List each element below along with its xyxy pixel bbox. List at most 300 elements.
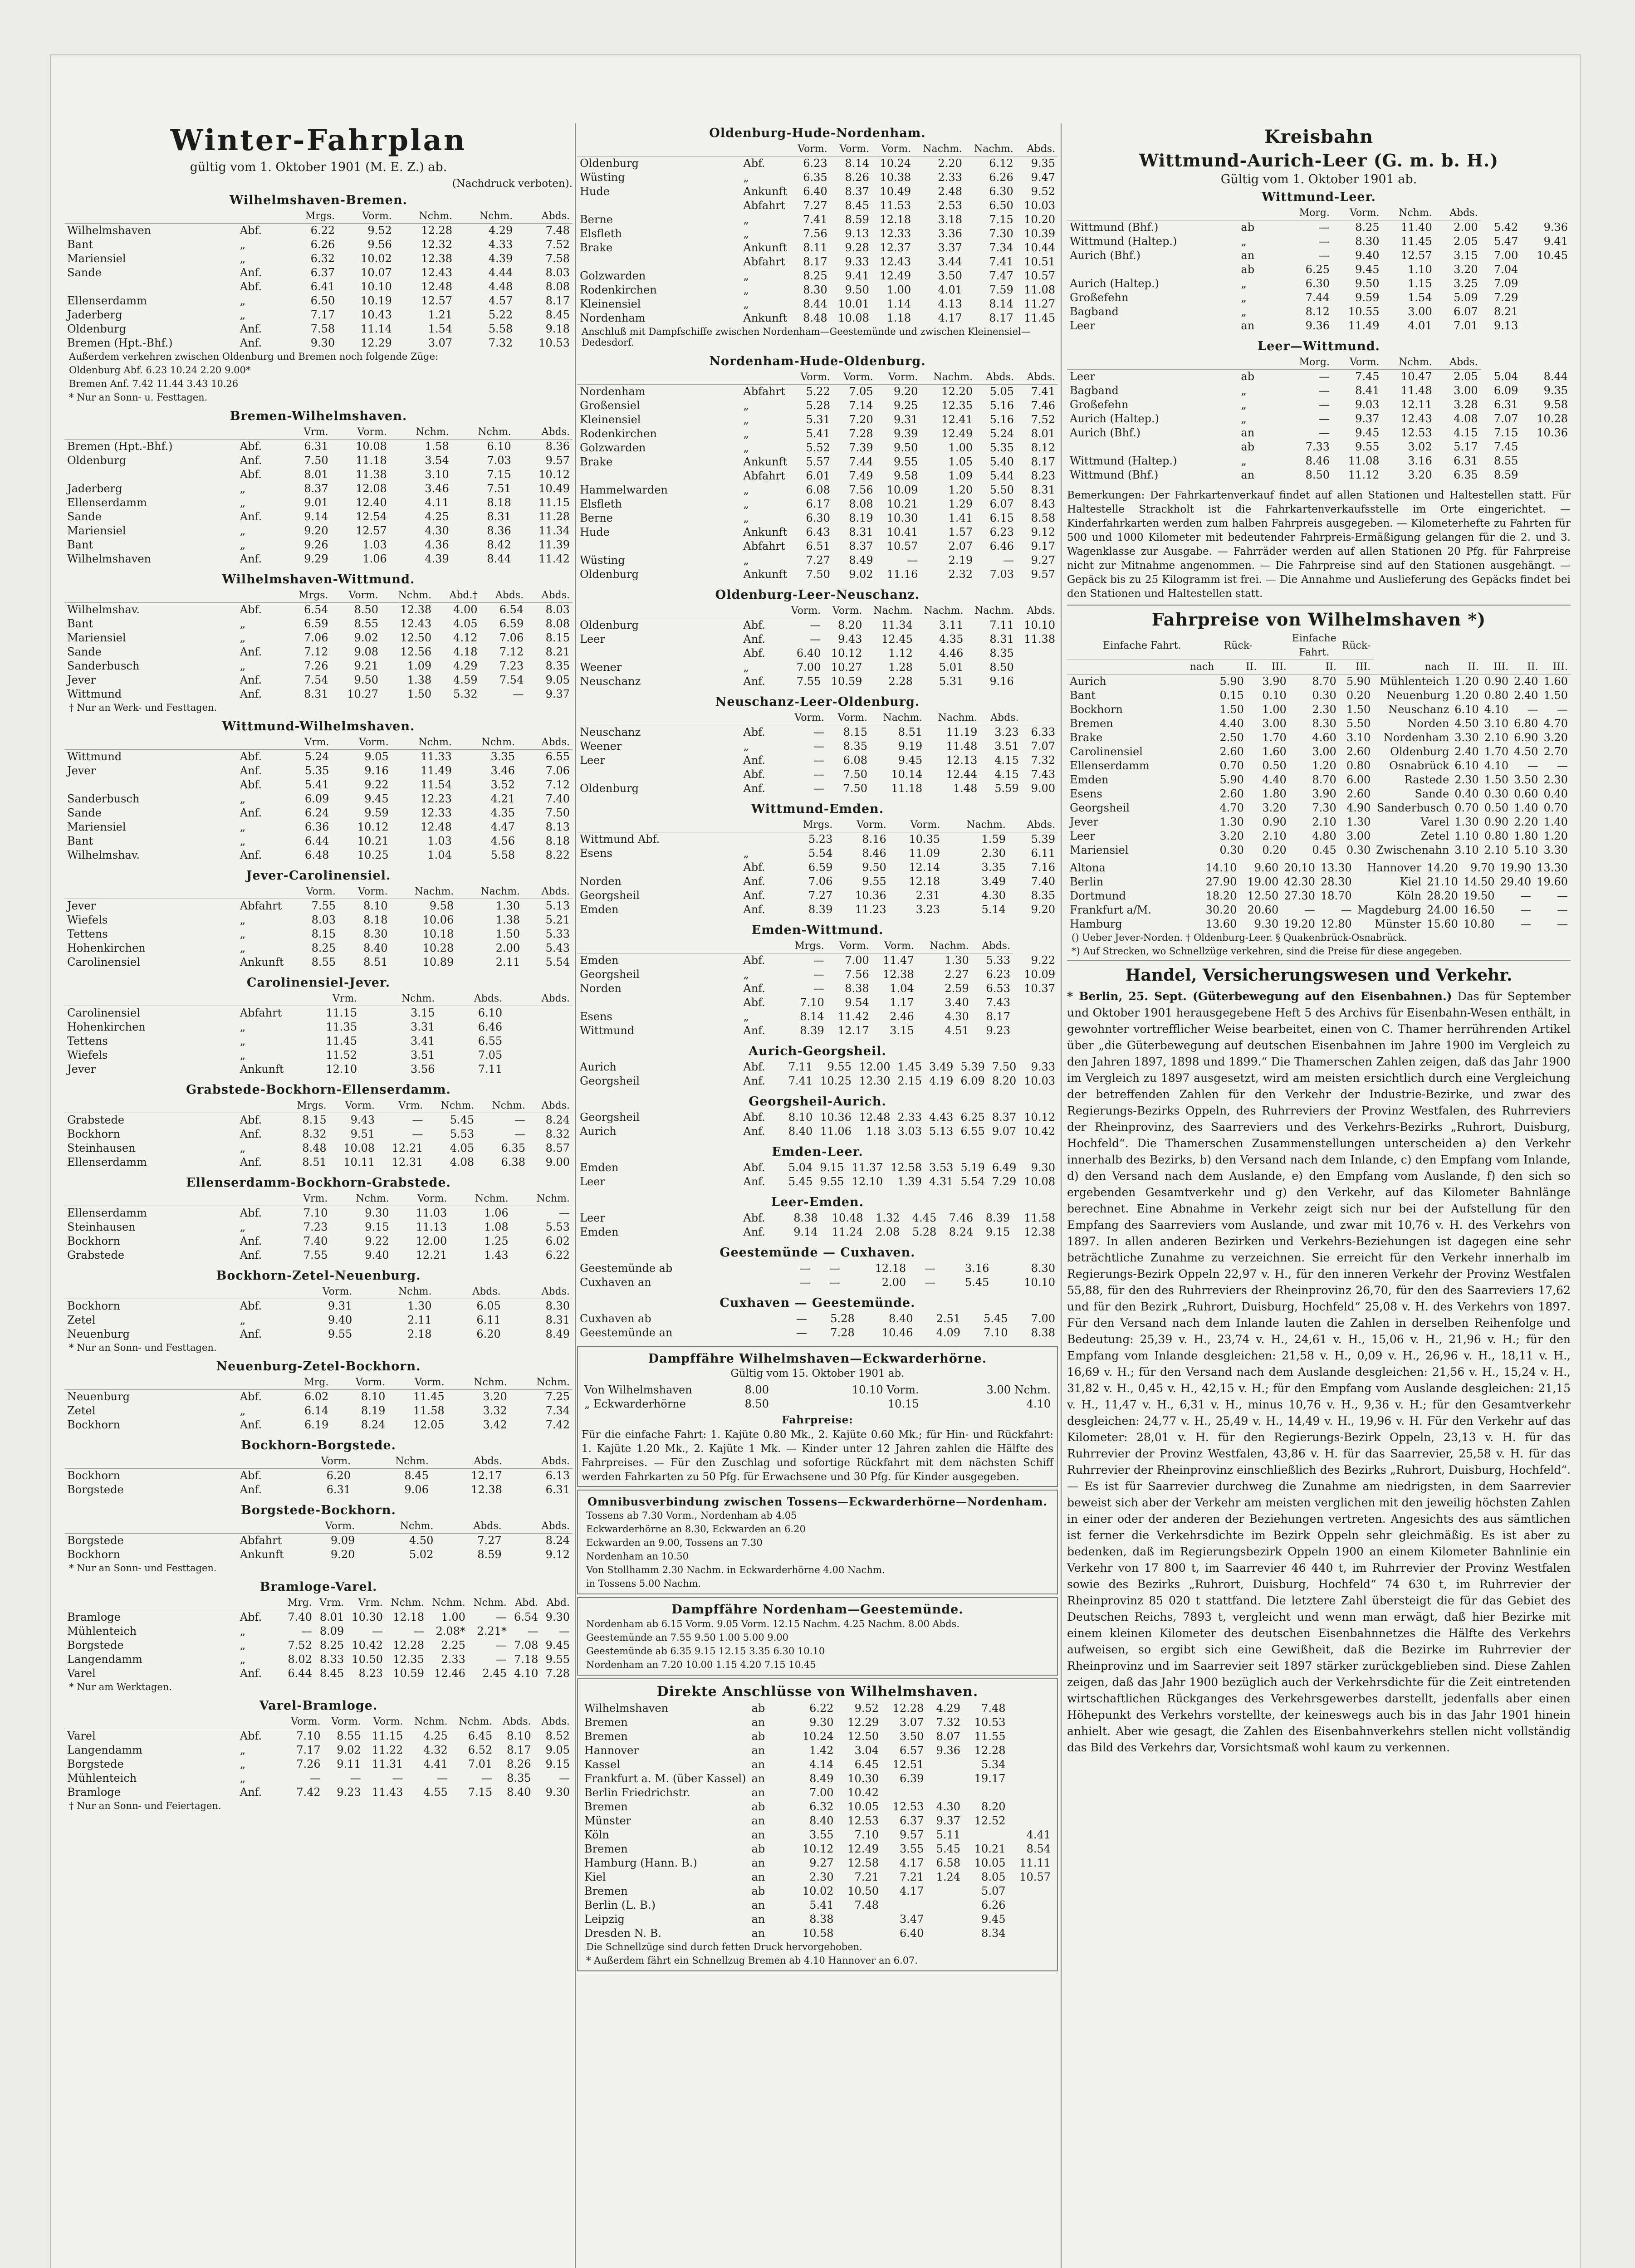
time-cell: 1.40 (1543, 816, 1568, 828)
time-cell: 1.03 (427, 835, 452, 847)
time-cell: 9.35 (1031, 157, 1055, 170)
time-cell: 7.48 (981, 1702, 1006, 1715)
time-cell: 6.10 (487, 440, 511, 453)
station-cell: Hammelwarden (580, 484, 668, 496)
time-cell: 3.15 (1454, 249, 1478, 262)
time-cell: 3.44 (938, 255, 962, 268)
time-cell: 7.32 (936, 1716, 961, 1729)
station-cell (64, 280, 237, 294)
time-cell: 11.45 (326, 1035, 357, 1047)
table-row (582, 1926, 1053, 1941)
column-header (577, 711, 740, 725)
timetable (64, 1099, 573, 1169)
time-cell: 11.06 (820, 1125, 852, 1138)
time-cell: 9.22 (365, 1235, 389, 1247)
column-header: Nachm. (870, 711, 925, 725)
time-cell: 5.44 (989, 469, 1014, 482)
column-header: Vorm. (830, 142, 872, 156)
column-header: III. (1541, 660, 1571, 675)
time-cell: — (301, 1625, 312, 1637)
station-cell: Leer (1070, 319, 1095, 332)
station-cell: Berne (580, 512, 613, 524)
column-header (64, 735, 237, 750)
time-cell: 8.40 (507, 1786, 531, 1799)
time-cell: 12.54 (356, 510, 387, 523)
time-cell: 10.12 (1024, 1111, 1055, 1124)
column-header: Nachm. (915, 604, 966, 618)
table-row (577, 1110, 1058, 1124)
time-cell: 1.04 (427, 849, 452, 861)
time-cell: 7.52 (545, 238, 570, 251)
time-cell: 5.31 (806, 413, 830, 426)
time-cell: 7.58 (310, 323, 335, 335)
time-cell: 6.55 (960, 1125, 985, 1138)
table-row (1067, 220, 1571, 235)
type-cell: Abf. (240, 603, 262, 616)
table-row (577, 283, 1058, 297)
time-cell: 9.52 (854, 1702, 879, 1715)
time-cell: 4.25 (423, 1730, 448, 1742)
column-header (577, 818, 740, 832)
time-cell: 7.54 (499, 674, 524, 686)
table-row (577, 782, 1058, 796)
time-cell: 8.15 (302, 1114, 327, 1126)
header-row (64, 992, 573, 1006)
time-cell: 1.06 (362, 552, 387, 565)
time-cell: 7.48 (545, 224, 570, 237)
time-cell: 3.20 (1454, 263, 1478, 276)
column-header (237, 1375, 283, 1390)
time-cell: — (1557, 759, 1568, 772)
time-cell: 4.50 (409, 1534, 434, 1547)
table-row (64, 266, 573, 280)
time-cell: 7.10 (800, 996, 824, 1009)
station-cell: Mühlenteich (67, 1625, 137, 1637)
column-header (577, 142, 740, 156)
table-row (582, 1842, 1053, 1856)
time-cell: 10.53 (974, 1716, 1006, 1729)
table-row (577, 385, 1058, 399)
station-cell: Bant (67, 835, 93, 847)
type-cell: 14.10 (1205, 861, 1237, 874)
type-cell: 5.90 (1219, 675, 1244, 688)
timetable (1067, 206, 1571, 333)
time-cell: 2.40 (1454, 745, 1479, 758)
time-cell: 9.45 (981, 1913, 1006, 1926)
table-row (1067, 440, 1571, 454)
time-cell: 8.03 (545, 603, 570, 616)
time-cell: 9.08 (354, 645, 378, 658)
table-row (1067, 277, 1571, 291)
type-cell: „ (240, 1035, 246, 1047)
column-header: II. (1452, 660, 1481, 675)
table-row (64, 538, 573, 552)
station-cell: Jever (1070, 816, 1099, 828)
time-cell: 7.41 (788, 1075, 813, 1087)
time-cell: 4.39 (488, 252, 513, 265)
type-cell: 18.20 (1205, 890, 1237, 902)
time-cell (926, 1926, 963, 1941)
section-title: Wittmund-Wilhelmshaven. (222, 719, 415, 733)
column-header: Vorm. (329, 1099, 377, 1113)
table-row (577, 497, 1058, 511)
table-row (582, 1898, 1053, 1912)
time-cell: 3.90 (1262, 675, 1287, 688)
time-cell: — (527, 1625, 538, 1637)
time-cell: 5.24 (989, 427, 1014, 440)
station-cell: Hude (580, 185, 610, 198)
time-cell: — (559, 1207, 570, 1219)
time-cell: 10.20 (1024, 213, 1055, 226)
type-cell: „ (240, 660, 246, 672)
time-cell: 1.20 (1543, 830, 1568, 842)
time-cell: 1.25 (484, 1235, 509, 1247)
type-cell: Anf. (240, 1667, 262, 1680)
time-cell: 9.23 (337, 1786, 361, 1799)
time-cell: 12.18 (393, 1611, 424, 1623)
time-cell (837, 1912, 881, 1926)
time-cell: 11.49 (421, 764, 452, 777)
header-row (577, 818, 1058, 832)
time-cell: 8.59 (845, 213, 869, 226)
table-row (1067, 398, 1571, 412)
type-cell: Abf. (240, 1469, 262, 1482)
table-row (64, 764, 573, 778)
column-header (64, 1519, 237, 1534)
time-cell: 8.14 (845, 157, 869, 170)
type-cell: „ (743, 740, 749, 753)
type-cell: an (751, 1913, 765, 1926)
station-cell (577, 860, 740, 875)
time-cell: 9.15 (365, 1221, 389, 1233)
direct-note: * Außerdem fährt ein Schnellzug Bremen ab 4.10 Hannover an 6.07. (586, 1955, 918, 1966)
column-header (237, 885, 287, 899)
table-row (1067, 454, 1571, 468)
station-cell: Golzwarden (580, 269, 646, 282)
type-cell: Abfahrt (743, 540, 785, 552)
time-cell (1017, 675, 1058, 689)
time-cell: 4.12 (453, 631, 478, 644)
type-cell: an (1241, 319, 1255, 332)
station-cell: Wittmund (67, 688, 122, 700)
station-cell: Köln (584, 1828, 609, 1841)
time-cell: 11.23 (855, 903, 886, 916)
time-cell: Mühlenteich (1380, 675, 1449, 688)
column-header: Nchm. (1382, 206, 1435, 220)
time-cell: 12.53 (1401, 426, 1432, 439)
table-row (582, 1828, 1053, 1842)
time-cell: 6.25 (960, 1111, 985, 1124)
header-row (64, 209, 573, 224)
time-cell: 5.58 (488, 323, 513, 335)
time-cell: 6.13 (545, 1469, 570, 1482)
section-note: * Nur am Werktagen. (69, 1681, 172, 1692)
table-row (64, 1006, 573, 1021)
station-cell: Wittmund (580, 1024, 635, 1037)
time-cell: 4.30 (425, 524, 449, 537)
time-cell: 6.07 (989, 498, 1014, 510)
time-cell: 6.59 (304, 617, 328, 630)
column-header: Nchm. (450, 1715, 495, 1729)
type-cell: Abf. (743, 1061, 765, 1073)
column-header: Vorm. (283, 1715, 323, 1729)
time-cell: 8.17 (545, 294, 570, 307)
time-cell: 9.56 (367, 238, 392, 251)
time-cell: 9.30 (545, 1611, 570, 1623)
time-cell: 6.08 (843, 754, 867, 767)
fares-note: () Ueber Jever-Norden. † Oldenburg-Leer. § Quakenbrück-Osnabrück. (1072, 932, 1407, 943)
news-title: Handel, Versicherungswesen und Verkehr. (1125, 966, 1513, 985)
station-cell: Emden (580, 1226, 619, 1238)
time-cell: 3.15 (890, 1024, 914, 1037)
column-header: Vorm. (790, 142, 830, 156)
station-cell: Berne (580, 213, 613, 226)
time-cell: 8.24 (949, 1226, 974, 1238)
time-cell: 11.27 (1024, 298, 1055, 310)
time-cell: 0.70 (1543, 802, 1568, 814)
type-cell: 2.50 (1219, 731, 1244, 744)
time-cell (926, 1786, 963, 1800)
time-cell: 2.11 (495, 956, 520, 968)
time-cell: — (1319, 426, 1330, 439)
time-cell: 8.17 (989, 312, 1013, 324)
time-cell (1521, 277, 1571, 291)
table-row (64, 673, 573, 687)
time-cell: — (559, 1772, 570, 1784)
table-row (577, 889, 1058, 903)
time-cell: 4.15 (994, 768, 1019, 781)
time-cell: 9.57 (900, 1828, 924, 1841)
time-cell: 9.02 (354, 631, 378, 644)
header-row (577, 370, 1058, 385)
time-cell: 6.44 (304, 835, 329, 847)
time-cell: 6.50 (310, 294, 335, 307)
table-row (64, 1418, 573, 1432)
time-cell: 7.21 (900, 1871, 924, 1883)
station-cell: Kiel (584, 1871, 606, 1883)
time-cell: 13.30 (1320, 861, 1352, 874)
type-cell: „ (240, 617, 246, 630)
column-header: Abds. (1017, 370, 1058, 385)
station-cell: Aurich (Bhf.) (1070, 426, 1141, 439)
column-header: Abds. (505, 992, 573, 1006)
time-cell: 8.19 (361, 1404, 386, 1417)
ferry2-line: Nordenham an 7.20 10.00 1.15 4.20 7.15 10.45 (586, 1659, 816, 1670)
time-cell: — (796, 1312, 808, 1325)
table-row (64, 308, 573, 322)
time-cell: 8.24 (545, 1534, 570, 1547)
time-cell: 18.70 (1320, 890, 1352, 902)
table-row (1067, 801, 1571, 815)
station-cell: Wilhelmshav. (67, 849, 140, 861)
column-header: Vorm. (283, 1285, 355, 1299)
table-row (577, 903, 1058, 917)
column-header: Abd.† (434, 588, 480, 603)
time-cell: 8.39 (808, 903, 833, 916)
time-cell: 10.39 (1024, 227, 1055, 240)
time-cell (1521, 454, 1571, 468)
station-cell: Brake (1070, 731, 1103, 744)
time-cell: 1.80 (1262, 787, 1287, 800)
column-header (740, 818, 783, 832)
station-cell: Jever (67, 764, 96, 777)
column-header (237, 992, 287, 1006)
type-cell: Abf. (743, 647, 765, 660)
time-cell: 12.10 (852, 1175, 883, 1188)
column-header: Abds. (514, 425, 573, 440)
time-cell: 10.14 (891, 768, 923, 781)
time-cell: Hannover (1367, 861, 1422, 874)
time-cell: 7.51 (487, 482, 511, 495)
timetable-section (64, 1359, 573, 1432)
time-cell: 8.44 (487, 552, 511, 565)
time-cell: 1.50 (1484, 773, 1509, 786)
time-cell: Rastede (1404, 773, 1449, 786)
time-cell: 1.09 (948, 469, 973, 482)
type-cell: Abf. (743, 954, 765, 967)
column-header: Abds. (534, 1715, 573, 1729)
table-row (64, 1313, 573, 1327)
time-cell: 12.28 (892, 1702, 924, 1715)
time-cell: 9.33 (845, 255, 869, 268)
time-cell: 4.59 (453, 674, 478, 686)
timetable (577, 818, 1058, 917)
time-cell: 7.23 (303, 1221, 328, 1233)
time-cell: 2.15 (897, 1075, 922, 1087)
station-cell: Bockhorn (1070, 703, 1123, 716)
time-cell: 8.37 (849, 540, 873, 552)
time-cell: 6.57 (900, 1744, 924, 1757)
time-cell: 8.10 (788, 1111, 813, 1124)
time-cell: 9.15 (985, 1226, 1010, 1238)
station-cell: Sanderbusch (67, 660, 140, 672)
type-cell: „ (743, 413, 749, 426)
time-cell: 3.47 (900, 1913, 924, 1926)
time-cell: 9.37 (936, 1814, 961, 1827)
header-row (64, 425, 573, 440)
type-cell: Abf. (240, 280, 262, 293)
time-cell: — (372, 1625, 383, 1637)
time-cell: 12.29 (847, 1716, 879, 1729)
table-row (64, 1638, 573, 1652)
time-cell: 8.49 (545, 1328, 570, 1340)
station-cell: Bant (67, 238, 93, 251)
table-row (577, 632, 1058, 646)
type-cell: 1.30 (1219, 816, 1244, 828)
column-header (237, 1099, 283, 1113)
table-row (64, 1062, 573, 1076)
table-row (1067, 291, 1571, 305)
table-row (64, 1113, 573, 1128)
column-header (577, 939, 740, 953)
time-cell: 8.01 (304, 468, 328, 481)
type-cell (740, 1312, 783, 1326)
time-cell (1521, 263, 1571, 277)
time-cell: 1.38 (407, 674, 432, 686)
station-cell: Bockhorn (67, 1128, 120, 1140)
time-cell (926, 1912, 963, 1926)
time-cell: 7.12 (304, 645, 328, 658)
time-cell: 5.57 (806, 455, 830, 468)
time-cell: 6.17 (806, 498, 830, 510)
time-cell: 7.33 (1305, 440, 1330, 453)
table-row (582, 1772, 1053, 1786)
column-header: Vorm. (332, 735, 391, 750)
time-cell: 5.54 (545, 956, 570, 968)
column-header: Abds. (1008, 818, 1058, 832)
time-cell: 4.14 (809, 1758, 834, 1771)
column-header (1067, 206, 1238, 220)
type-cell: „ (743, 171, 749, 184)
time-cell: 6.10 (1454, 703, 1479, 716)
type-cell: 0.30 (1219, 844, 1244, 856)
section-note: † Nur an Werk- und Festtagen. (69, 702, 217, 713)
time-cell: 9.43 (350, 1114, 375, 1126)
table-row (582, 1884, 1053, 1898)
time-cell: 9.45 (1355, 426, 1380, 439)
time-cell: 1.50 (1346, 703, 1371, 716)
type-cell: an (751, 1786, 765, 1799)
time-cell: 5.45 (964, 1276, 989, 1289)
time-cell: 9.26 (304, 538, 328, 551)
time-cell: 11.47 (883, 954, 914, 967)
time-cell: 11.24 (832, 1226, 863, 1238)
time-cell: 9.37 (1355, 412, 1380, 425)
time-cell: 7.07 (1493, 412, 1518, 425)
type-cell: Abf. (240, 750, 262, 763)
time-cell: 8.52 (545, 1730, 570, 1742)
time-cell: 8.35 (545, 660, 570, 672)
time-cell: 1.80 (1514, 830, 1538, 842)
type-cell: Abf. (743, 1212, 765, 1224)
section-title: Oldenburg-Hude-Nordenham. (709, 126, 926, 140)
table-row (577, 227, 1058, 241)
station-cell: Berlin Friedrichstr. (584, 1786, 690, 1799)
time-cell: — (1319, 221, 1330, 234)
time-cell: 10.35 (909, 833, 940, 846)
time-cell: 10.02 (802, 1885, 834, 1897)
time-cell: 9.40 (1355, 249, 1380, 262)
time-cell: 4.17 (900, 1885, 924, 1897)
time-cell: 7.54 (304, 674, 328, 686)
time-cell: 8.35 (843, 740, 867, 753)
time-cell: — (559, 1625, 570, 1637)
time-cell: 9.50 (862, 861, 886, 874)
time-cell: 2.08 (875, 1226, 900, 1238)
table-row (577, 739, 1058, 753)
time-cell: — (925, 1276, 936, 1289)
time-cell: 11.15 (326, 1007, 357, 1019)
time-cell: 9.19 (898, 740, 923, 753)
time-cell: 8.20 (837, 619, 862, 631)
time-cell: 5.50 (1346, 717, 1371, 730)
ferry-valid: Gültig vom 15. Oktober 1901 ab. (730, 1368, 905, 1379)
type-cell: Anf. (240, 337, 262, 349)
time-cell: 11.38 (356, 468, 387, 481)
time-cell: 14.20 (1427, 861, 1458, 874)
time-cell: 8.02 (288, 1653, 312, 1666)
table-row (64, 1757, 573, 1771)
station-cell: Oldenburg (580, 157, 639, 170)
table-row (64, 1652, 573, 1667)
time-cell: 10.25 (357, 849, 389, 861)
column-left (64, 123, 573, 1818)
time-cell: 5.45 (936, 1843, 961, 1855)
type-cell: Anf. (743, 903, 765, 916)
time-cell: 6.46 (478, 1021, 503, 1033)
time-cell: 9.57 (545, 454, 570, 467)
station-cell: Bant (67, 538, 93, 551)
